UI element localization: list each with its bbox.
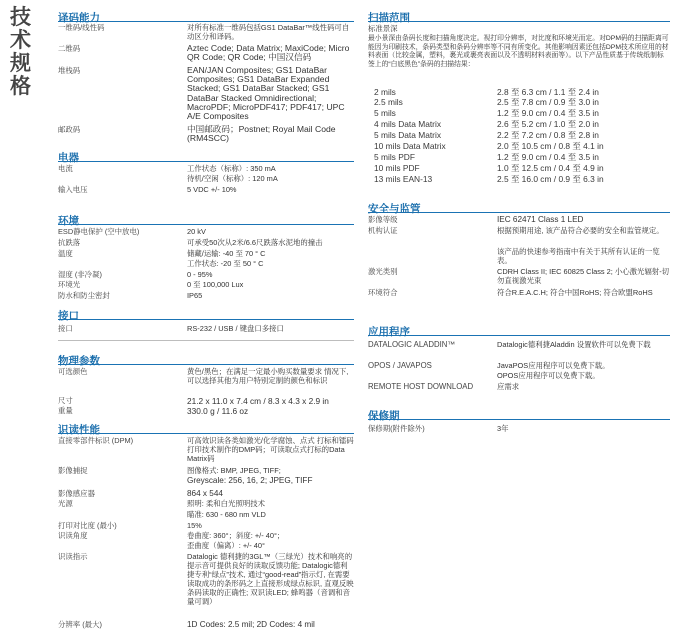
spec-label: 重量 [58, 406, 73, 415]
section-header [368, 322, 670, 336]
section-header [58, 211, 354, 225]
spec-value: OPOS应用程序可以免费下载。 [497, 371, 600, 380]
section-warranty [368, 406, 670, 420]
range-value: 2.8 至 6.3 cm / 1.1 至 2.4 in [497, 87, 599, 97]
section-header [368, 8, 670, 22]
spec-label: 抗跌落 [58, 238, 81, 247]
range-label: 13 mils EAN-13 [374, 174, 433, 184]
spec-label: 识读指示 [58, 552, 88, 561]
section-header [58, 306, 354, 320]
spec-value: IEC 62471 Class 1 LED [497, 215, 584, 224]
spec-value: 卷曲度: 360°；斜度: +/- 40°； [187, 531, 285, 540]
range-value: 2.5 至 7.8 cm / 0.9 至 3.0 in [497, 97, 599, 107]
range-label: 5 mils PDF [374, 152, 415, 162]
spec-label: 湿度 (非冷凝) [58, 270, 102, 279]
spec-value: 瞄准: 630 - 680 nm VLD [187, 510, 266, 519]
spec-label: 环境光 [58, 280, 81, 289]
section-physical [58, 351, 354, 365]
spec-label: 输入电压 [58, 185, 88, 194]
section-title: 译码能力 [58, 12, 100, 24]
spec-label: 机构认证 [368, 226, 398, 235]
spec-value: 21.2 x 11.0 x 7.4 cm / 8.3 x 4.3 x 2.9 in [187, 396, 329, 406]
spec-label: DATALOGIC ALADDIN™ [368, 340, 456, 349]
spec-label: 防水和防尘密封 [58, 291, 110, 300]
spec-value: Datalogic德利捷Aladdin 设置软件可以免费下载 [497, 340, 651, 349]
spec-label: 打印对比度 (最小) [58, 521, 117, 530]
spec-label: 保修期(附件除外) [368, 424, 425, 433]
spec-label: 邮政码 [58, 125, 81, 134]
spec-value: 中国邮政码；Postnet; Royal Mail Code (RM4SCC) [187, 124, 336, 144]
page-title-char: 技 [10, 5, 32, 29]
spec-label: OPOS / JAVAPOS [368, 361, 432, 370]
section-header [58, 8, 354, 22]
section-header [368, 199, 670, 213]
spec-label: 分辨率 (最大) [58, 620, 102, 629]
spec-value: 20 kV [187, 227, 206, 236]
spec-value: 该产品的快速参考指南中有关于其所有认证的一览表。 [497, 247, 660, 265]
section-title: 保修期 [368, 410, 400, 422]
spec-label: 可选颜色 [58, 367, 88, 376]
section-header [58, 351, 354, 365]
section-electrical [58, 148, 354, 162]
spec-value: 储藏/运输: -40 至 70 ° C [187, 249, 266, 258]
spec-value: 照明: 柔和白光照明技术 [187, 499, 266, 508]
spec-label: 直接零部件标识 (DPM) [58, 436, 134, 445]
spec-value: 5 VDC +/- 10% [187, 185, 237, 194]
spec-value: Datalogic 德利捷的3GL™（三绿光）技术和响亮的提示音可提供良好的读取反馈功能; Datalogic德利捷专利“绿点”技术, 通过“good-read”指示灯, 在需要读取成功的条形码之上直接形成绿点标识, 直观反映条码读取的正确性; 双识读LED; 蜂鸣器（音调和音量可调） [187, 552, 354, 606]
spec-value: 可承受50次从2米/6.6尺跌落水泥地的撞击 [187, 238, 323, 247]
spec-label: 影像等级 [368, 215, 398, 224]
spec-label: ESD静电保护 (空中放电) [58, 227, 140, 236]
section-decode [58, 8, 354, 22]
section-scan-range [368, 8, 670, 22]
spec-value: IP65 [187, 291, 203, 300]
spec-value: 工作状态（标称）: 350 mA [187, 164, 276, 173]
spec-value: 黄色/黑色；在满足一定最小购买数量要求 情况下, 可以选择其他为用户特别定制的颜色和标识 [187, 367, 349, 385]
section-title: 环境 [58, 215, 79, 227]
section-title: 接口 [58, 310, 79, 322]
section-safety [368, 199, 670, 213]
page-title-char: 术 [10, 28, 32, 52]
spec-value: 0 至 100,000 Lux [187, 280, 244, 289]
spec-label: 识读角度 [58, 531, 88, 540]
spec-value: 根据预期用途, 该产品符合必要的安全和监管规定。 [497, 226, 664, 235]
range-label: 10 mils PDF [374, 163, 420, 173]
spec-value: 864 x 544 [187, 489, 223, 498]
spec-label: 堆栈码 [58, 66, 81, 75]
spec-label: 环境符合 [368, 288, 398, 297]
section-title: 物理参数 [58, 355, 100, 367]
range-value: 1.2 至 9.0 cm / 0.4 至 3.5 in [497, 152, 599, 162]
range-value: 2.6 至 5.2 cm / 1.0 至 2.0 in [497, 119, 599, 129]
range-value: 1.2 至 9.0 cm / 0.4 至 3.5 in [497, 108, 599, 118]
spec-value: 符合R.E.A.C.H; 符合中国RoHS; 符合欧盟RoHS [497, 288, 653, 297]
scan-range-subtitle [368, 25, 670, 34]
spec-value: 工作状态: -20 至 50 ° C [187, 259, 264, 268]
section-title: 安全与监管 [368, 203, 421, 215]
spec-value: 待机/空闲（标称）: 120 mA [187, 174, 278, 183]
section-software [368, 322, 670, 336]
section-title: 电器 [58, 152, 79, 164]
range-label: 5 mils Data Matrix [374, 130, 442, 140]
section-title: 识读性能 [58, 424, 100, 436]
range-value: 2.2 至 7.2 cm / 0.8 至 2.8 in [497, 130, 599, 140]
section-title: 扫描范围 [368, 12, 410, 24]
spec-value: EAN/JAN Composites; GS1 DataBar Composites; GS1 DataBar Expanded Stacked; GS1 DataBar Stacked; GS1 DataBar Stacked Omnidirectional; MacroPDF; MicroPDF417; PDF417; UPC A/E Composites [187, 65, 345, 122]
spec-value: 可高效识读各类如激光/化学腐蚀、点式 打标和镭码打印技术制作的DMP码；可读取点式打标的Data Matrix码 [187, 436, 354, 463]
spec-value: Aztec Code; Data Matrix; MaxiCode; Micro QR Code; QR Code; 中国汉信码 [187, 43, 350, 63]
spec-value: 对所有标准一维码包括GS1 DataBar™线性码可自动区分和译码。 [187, 23, 350, 41]
range-value: 2.5 至 16.0 cm / 0.9 至 6.3 in [497, 174, 604, 184]
range-label: 5 mils [374, 108, 396, 118]
section-header [368, 406, 670, 420]
spec-label: 影像感应器 [58, 489, 95, 498]
spec-label: 接口 [58, 324, 73, 333]
page-title-char: 规 [10, 51, 32, 75]
section-header [58, 148, 354, 162]
section-interface [58, 306, 354, 320]
spec-label: 尺寸 [58, 396, 73, 405]
scan-range-note: 最小景深由条码长度和扫描角度决定。视打印分辨率，对比度和环境光而定。对DPM码的扫描距离可能因为印刷技术，条码类型和条码分辨率等不同有所变化。其他影响因素还包括DPM技术所应用的材料表面（比较金属，塑料，裹光或裹亮表面以及不透明材料表面等）。以下产品性质基于传统纸制标签上的“白底黑色”条码的扫描结果： [368, 35, 669, 68]
range-label: 2 mils [374, 87, 396, 97]
spec-value: 15% [187, 521, 202, 530]
spec-label: 一维码/线性码 [58, 23, 105, 32]
spec-value: 3年 [497, 424, 509, 433]
spec-value: CDRH Class II; IEC 60825 Class 2; 小心激光辐射-切勿直视激光束 [497, 267, 670, 285]
spec-value: 1D Codes: 2.5 mil; 2D Codes: 4 mil [187, 620, 315, 629]
range-label: 4 mils Data Matrix [374, 119, 442, 129]
range-value: 1.0 至 12.5 cm / 0.4 至 4.9 in [497, 163, 604, 173]
spec-value: JavaPOS应用程序可以免费下载。 [497, 361, 610, 370]
spec-value: RS-232 / USB / 键盘口多接口 [187, 324, 284, 333]
range-value: 2.0 至 10.5 cm / 0.8 至 4.1 in [497, 141, 604, 151]
spec-value: 图像格式: BMP, JPEG, TIFF; [187, 466, 281, 475]
range-label: 2.5 mils [374, 97, 403, 107]
spec-label: 影像捕捉 [58, 466, 88, 475]
spec-label: 电流 [58, 164, 73, 173]
spec-row [58, 24, 354, 42]
section-environment [58, 211, 354, 225]
spec-label: 激光类别 [368, 267, 398, 276]
spec-label: REMOTE HOST DOWNLOAD [368, 382, 474, 391]
section-reading [58, 420, 354, 434]
divider [58, 340, 354, 341]
spec-value: 歪曲度（偏离）: +/- 40° [187, 541, 265, 550]
spec-label: 二维码 [58, 44, 81, 53]
section-header [58, 420, 354, 434]
spec-label: 温度 [58, 249, 73, 258]
spec-value: 0 - 95% [187, 270, 213, 279]
spec-value: 330.0 g / 11.6 oz [187, 406, 249, 416]
page-title [4, 6, 38, 98]
page-title-char: 格 [10, 74, 32, 98]
spec-label: 光源 [58, 499, 73, 508]
spec-value: Greyscale: 256, 16, 2; JPEG, TIFF [187, 476, 313, 485]
subtitle-text: 标准景深 [368, 24, 398, 33]
section-title: 应用程序 [368, 326, 410, 338]
spec-value: 应需求 [497, 382, 520, 391]
range-label: 10 mils Data Matrix [374, 141, 446, 151]
